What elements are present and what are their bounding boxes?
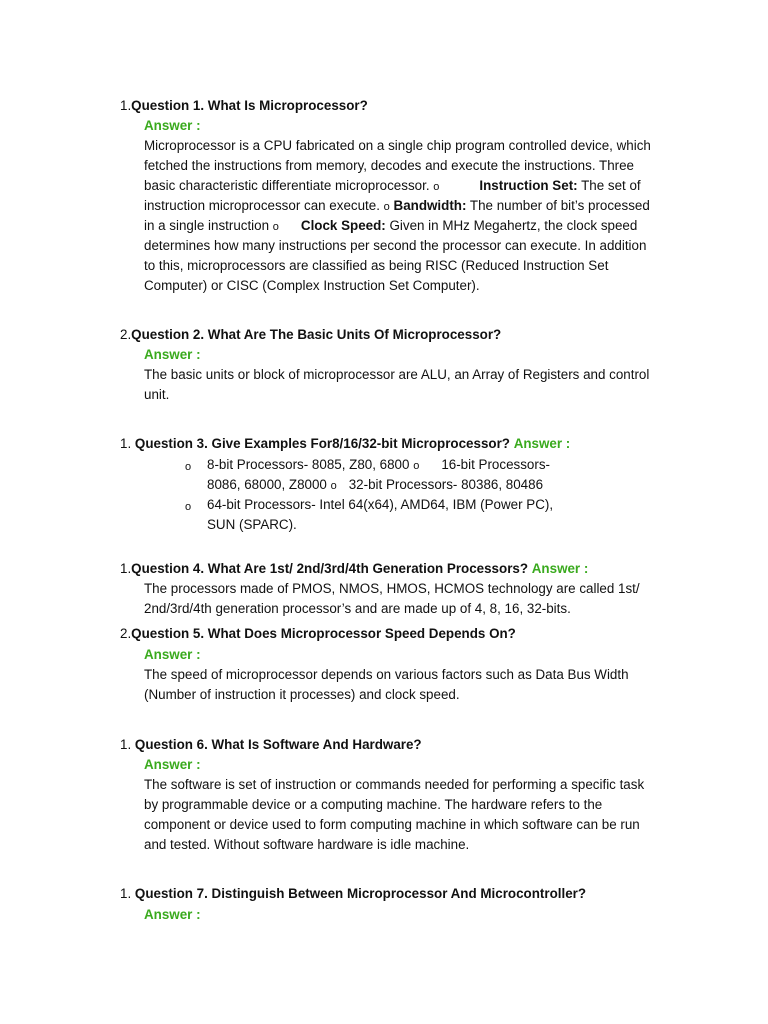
text-span: The number of bit’s processed [469, 198, 650, 213]
answer-text-line [144, 196, 650, 217]
answer-label: Answer : [144, 118, 201, 133]
answer-label: Answer : [531, 561, 589, 576]
question-2-heading [120, 325, 501, 345]
list-number: 1. [120, 737, 132, 752]
question-4-heading [120, 559, 588, 579]
bullet-icon: o [413, 460, 420, 472]
answer-text-line [144, 216, 637, 237]
question-text: Question 6. What Is Software And Hardware? [134, 737, 422, 752]
text-span: 8-bit Processors- 8085, Z80, 6800 [207, 457, 410, 472]
question-text: Question 3. Give Examples For8/16/32-bit Microprocessor? [134, 436, 510, 451]
answer-text-line: The basic units or block of microprocessor are ALU, an Array of Registers and control [144, 367, 650, 382]
answer-text-line: The speed of microprocessor depends on various factors such as Data Bus Width [144, 667, 629, 682]
answer-text-line: The software is set of instruction or commands needed for performing a specific task [144, 777, 645, 792]
bullet-icon: o [433, 181, 440, 193]
list-number: 1. [120, 561, 132, 576]
list-number: 1. [120, 98, 132, 113]
answer-label: Answer : [513, 436, 571, 451]
answer-text-line [144, 176, 641, 197]
question-7-heading [120, 884, 586, 904]
list-number: 1. [120, 436, 132, 451]
text-span: Given in MHz Megahertz, the clock speed [389, 218, 638, 233]
bullet-text-line: SUN (SPARC). [207, 517, 297, 532]
answer-text-line: Microprocessor is a CPU fabricated on a single chip program controlled device, which [144, 138, 651, 153]
question-5-heading [120, 624, 516, 644]
question-text: Question 7. Distinguish Between Microprocessor And Microcontroller? [134, 886, 587, 901]
answer-text-line: 2nd/3rd/4th generation processor’s and are made up of 4, 8, 16, 32-bits. [144, 601, 571, 616]
answer-text-line: component or device used to form computing machine in which software can be run [144, 817, 640, 832]
answer-text-line: Computer) or CISC (Complex Instruction Set Computer). [144, 278, 480, 293]
bullet-icon: o [330, 480, 337, 492]
list-number: 2. [120, 626, 132, 641]
answer-label: Answer : [144, 757, 201, 772]
text-span: The set of [581, 178, 641, 193]
bullet-text-line: 64-bit Processors- Intel 64(x64), AMD64, IBM (Power PC), [207, 497, 554, 512]
answer-text-line: by programmable device or a computing machine. The hardware refers to the [144, 797, 603, 812]
bullet-text-line [207, 455, 550, 476]
text-span: 32-bit Processors- 80386, 80486 [348, 477, 544, 492]
answer-label: Answer : [144, 907, 201, 922]
text-span: 8086, 68000, Z8000 [207, 477, 327, 492]
question-3-heading [120, 434, 570, 454]
text-span: 16-bit Processors- [441, 457, 550, 472]
answer-text-line: The processors made of PMOS, NMOS, HMOS, HCMOS technology are called 1st/ [144, 581, 640, 596]
answer-text-line: determines how many instructions per second the processor can execute. In addition [144, 238, 647, 253]
answer-text-line: to this, microprocessors are classified as being RISC (Reduced Instruction Set [144, 258, 609, 273]
bullet-icon: o [185, 501, 192, 513]
list-number: 1. [120, 886, 132, 901]
answer-text-line: (Number of instruction it processes) and clock speed. [144, 687, 460, 702]
answer-text-line: and tested. Without software hardware is idle machine. [144, 837, 470, 852]
answer-label: Answer : [144, 347, 201, 362]
bullet-icon: o [383, 201, 390, 213]
question-text: Question 4. What Are 1st/ 2nd/3rd/4th Generation Processors? [131, 561, 529, 576]
term-label: Bandwidth: [393, 198, 467, 213]
answer-label: Answer : [144, 647, 201, 662]
question-text: Question 2. What Are The Basic Units Of Microprocessor? [131, 327, 502, 342]
text-span: basic characteristic differentiate microprocessor. [144, 178, 430, 193]
text-span: in a single instruction [144, 218, 270, 233]
term-label: Instruction Set: [479, 178, 578, 193]
answer-text-line: fetched the instructions from memory, decodes and execute the instructions. Three [144, 158, 634, 173]
text-span: instruction microprocessor can execute. [144, 198, 380, 213]
list-number: 2. [120, 327, 132, 342]
bullet-icon: o [272, 221, 279, 233]
bullet-icon: o [185, 461, 192, 473]
question-6-heading [120, 735, 422, 755]
question-1-heading [120, 96, 368, 116]
bullet-text-line [207, 475, 543, 496]
answer-text-line: unit. [144, 387, 170, 402]
term-label: Clock Speed: [300, 218, 386, 233]
question-text: Question 5. What Does Microprocessor Speed Depends On? [131, 626, 516, 641]
question-text: Question 1. What Is Microprocessor? [131, 98, 368, 113]
